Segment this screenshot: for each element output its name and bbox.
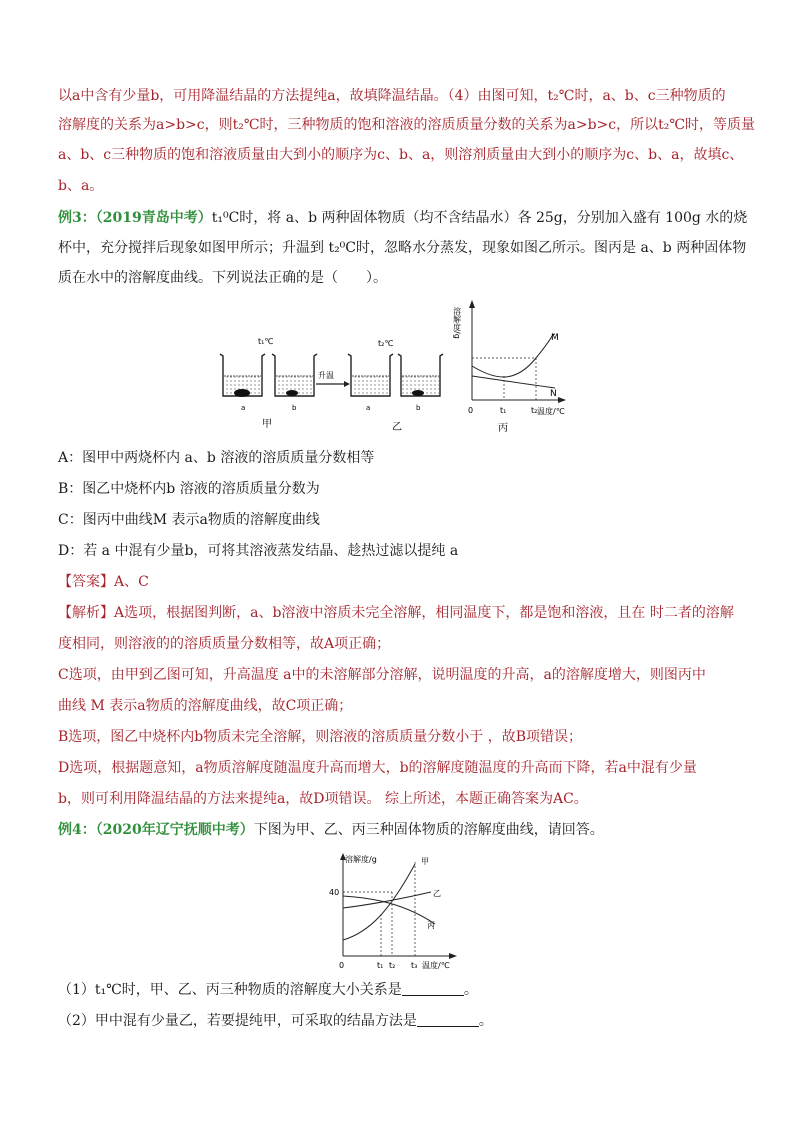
example3-label: 例3：（2019青岛中考） xyxy=(58,210,212,226)
answer-blank-2[interactable] xyxy=(417,1012,479,1027)
solubility-graph-ex4 xyxy=(340,853,457,959)
beaker-yi-b-label: b xyxy=(416,404,421,412)
option-d: D：若 a 中混有少量b，可将其溶液蒸发结晶、趁热过滤以提纯 a xyxy=(58,543,459,559)
example3-line-2: 杯中，充分搅拌后现象如图甲所示；升温到 t₂⁰C时，忽略水分蒸发，现象如图乙所示。图丙是 a、b 两种固体物 xyxy=(58,240,747,256)
example3-figure xyxy=(210,296,590,436)
example3-analysis-2: 度相同，则溶液的的溶质质量分数相等，故A项正确； xyxy=(58,636,391,652)
beaker-jia-b-label: b xyxy=(292,404,297,412)
curve-bing xyxy=(343,896,435,924)
solubility-graph-bing xyxy=(469,300,566,403)
analysis-prev-line-1: 以a中含有少量b，可用降温结晶的方法提纯a，故填降温结晶。（4）由图可知，t₂℃时，a、b、c三种物质的 xyxy=(58,88,726,104)
curve-yi-label: 乙 xyxy=(433,889,441,898)
answer-blank-1[interactable] xyxy=(402,981,464,996)
beaker-jia-a xyxy=(220,354,265,397)
example3-analysis-7: b，则可利用降温结晶的方法来提纯a，故D项错误。 综上所述，本题正确答案为AC。 xyxy=(58,791,588,807)
beaker-yi-b xyxy=(398,354,443,396)
arrow-label: 升温 xyxy=(318,371,334,380)
example4-heading xyxy=(58,820,604,840)
beaker-jia-a-label: a xyxy=(241,404,246,412)
analysis-prev-line-4: b、a。 xyxy=(58,178,104,194)
curve-bing-label: 丙 xyxy=(427,921,435,930)
example3-analysis-1: 【解析】A选项，根据图判断，a、b溶液中溶质未完全溶解，相同温度下，都是饱和溶液，且在 时二者的溶解 xyxy=(58,605,734,621)
curve-yi xyxy=(343,892,431,908)
curve-N-label: N xyxy=(550,389,557,399)
option-b: B：图乙中烧杯内b 溶液的溶质质量分数为 xyxy=(58,481,320,497)
question-1-text: （1）t₁℃时，甲、乙、丙三种物质的溶解度大小关系是 xyxy=(58,982,402,998)
ex4-t3: t₃ xyxy=(411,961,418,970)
ex4-y40: 40 xyxy=(329,888,340,897)
example3-analysis-4: 曲线 M 表示a物质的溶解度曲线，故C项正确； xyxy=(58,698,353,714)
curve-jia xyxy=(343,864,415,940)
example3-analysis-5: B选项，图乙中烧杯内b物质未完全溶解，则溶液的溶质质量分数小于 ，故B项错误； xyxy=(58,729,582,745)
ex4-origin: 0 xyxy=(339,961,345,970)
beaker-yi-a xyxy=(348,354,393,396)
caption-bing: 丙 xyxy=(498,423,508,434)
curve-M xyxy=(472,334,555,377)
example3-line-3: 质在水中的溶解度曲线。下列说法正确的是（ ）。 xyxy=(58,270,387,286)
example4-question-2 xyxy=(58,1011,493,1031)
analysis-prev-line-2: 溶解度的关系为a>b>c，则t₂℃时，三种物质的饱和溶液的溶质质量分数的关系为a>b>c，所以t₂℃时，等质量 xyxy=(58,117,756,133)
curve-N xyxy=(472,376,555,388)
graph-bing-ylabel: 溶解度/g xyxy=(452,307,462,339)
ex4-t2: t₂ xyxy=(389,961,396,970)
analysis-prev-line-3: a、b、c三种物质的饱和溶液质量由大到小的顺序为c、b、a，则溶剂质量由大到小的顺序为c、b、a，故填c、 xyxy=(58,147,744,163)
curve-jia-label: 甲 xyxy=(421,857,429,866)
example4-question-1 xyxy=(58,980,478,1000)
question-2-text: （2）甲中混有少量乙，若要提纯甲，可采取的结晶方法是 xyxy=(58,1013,417,1029)
example3-heading xyxy=(58,208,747,228)
example3-analysis-3: C选项，由甲到乙图可知，升高温度 a中的未溶解部分溶解，说明温度的升高，a的溶解度增大，则图丙中 xyxy=(58,667,706,683)
caption-yi: 乙 xyxy=(392,422,402,433)
example4-label: 例4：（2020年辽宁抚顺中考） xyxy=(58,822,254,838)
option-a: A：图甲中两烧杯内 a、b 溶液的溶质质量分数相等 xyxy=(58,450,375,466)
beaker-jia-b xyxy=(272,354,317,396)
question-1-end: 。 xyxy=(463,982,478,998)
heating-arrow xyxy=(316,381,350,387)
beaker-yi-a-label: a xyxy=(366,404,371,412)
ex4-xlabel: 温度/℃ xyxy=(422,961,450,970)
example3-analysis-6: D选项，根据题意知，a物质溶解度随温度升高而增大，b的溶解度随温度的升高而下降，若a中混有少量 xyxy=(58,760,697,776)
graph-bing-xlabel: 温度/℃ xyxy=(537,407,565,416)
example4-text: 下图为甲、乙、丙三种固体物质的溶解度曲线，请回答。 xyxy=(253,822,604,838)
graph-bing-origin: 0 xyxy=(468,406,474,415)
example3-line-1: t₁⁰C时，将 a、b 两种固体物质（均不含结晶水）各 25g，分别加入盛有 100g 水的烧 xyxy=(211,210,748,226)
beaker-temp-t1: t₁℃ xyxy=(258,337,274,346)
caption-jia: 甲 xyxy=(262,419,272,430)
example3-answer: 【答案】A、C xyxy=(58,574,149,590)
graph-bing-t1: t₁ xyxy=(500,406,507,415)
ex4-t1: t₁ xyxy=(377,961,384,970)
ex4-ylabel: 溶解度/g xyxy=(345,855,377,864)
option-c: C：图丙中曲线M 表示a物质的溶解度曲线 xyxy=(58,512,320,528)
graph-bing-t2: t₂ xyxy=(531,406,538,415)
curve-M-label: M xyxy=(551,333,559,343)
question-2-end: 。 xyxy=(478,1013,493,1029)
beaker-temp-t2: t₂℃ xyxy=(378,339,394,348)
example4-figure xyxy=(315,852,465,972)
